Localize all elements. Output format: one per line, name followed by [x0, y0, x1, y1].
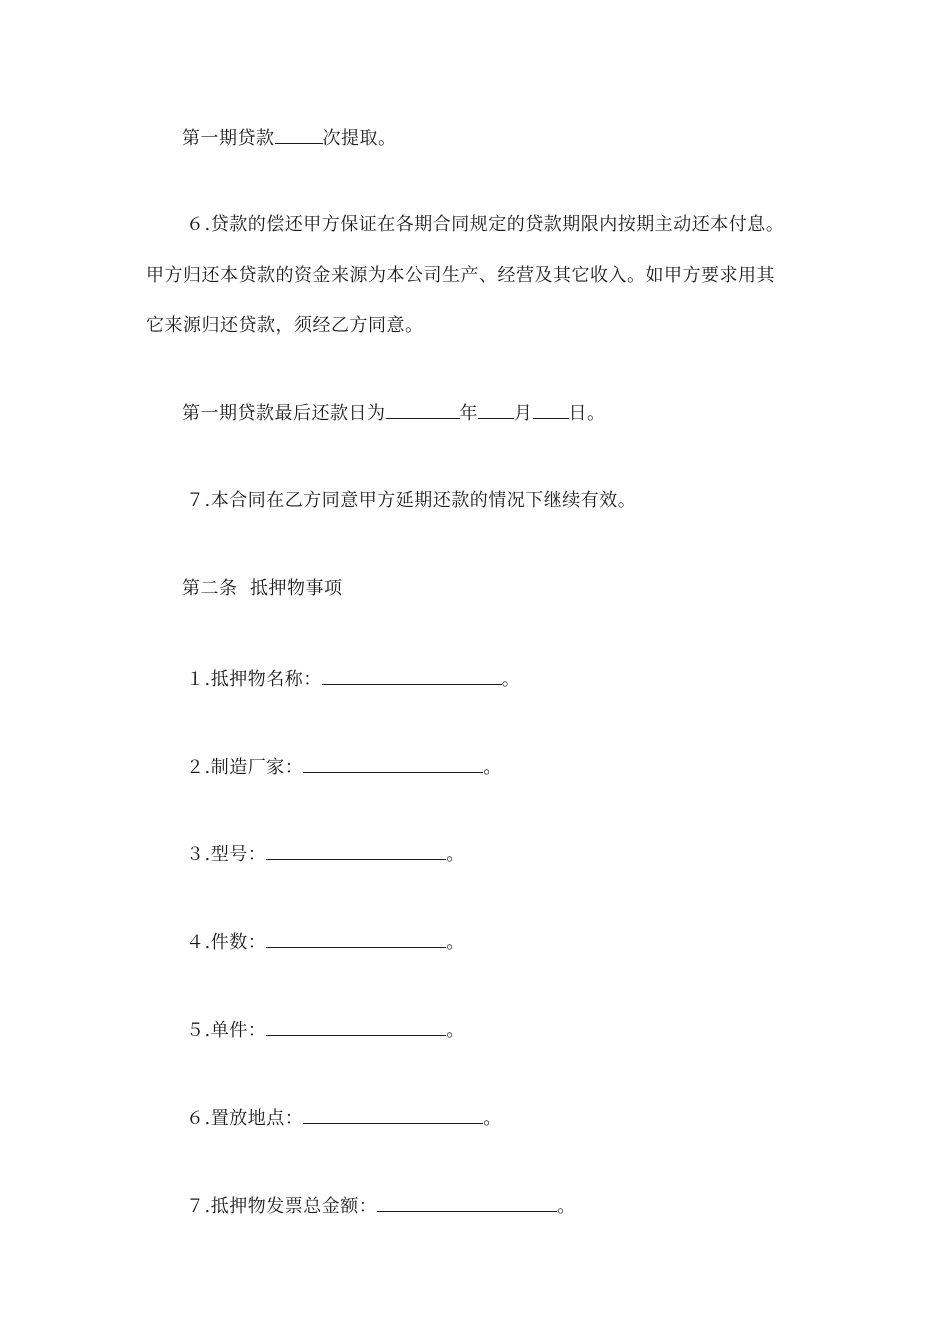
year-label: 年: [459, 403, 478, 424]
collateral-end: 。: [446, 1020, 465, 1041]
invoice-total-blank[interactable]: [377, 1194, 557, 1212]
collateral-end: 。: [446, 932, 465, 953]
installment-draw-prefix: 第一期贷款: [182, 128, 275, 149]
repayment-line-2: 甲方归还本贷款的资金来源为本公司生产、经营及其它收入。如甲方要求用其: [146, 265, 775, 286]
year-blank[interactable]: [386, 401, 460, 419]
collateral-label: ５.单件：: [186, 1020, 267, 1041]
collateral-name-blank[interactable]: [322, 667, 502, 685]
month-blank[interactable]: [478, 401, 514, 419]
collateral-label: ３.型号：: [186, 844, 267, 865]
collateral-item: [186, 930, 465, 955]
day-blank[interactable]: [533, 401, 569, 419]
collateral-end: 。: [483, 757, 502, 778]
unit-blank[interactable]: [266, 1018, 446, 1036]
collateral-item: [186, 842, 465, 867]
collateral-label: ７.抵押物发票总金额：: [186, 1196, 378, 1217]
quantity-blank[interactable]: [266, 930, 446, 948]
collateral-label: ４.件数：: [186, 932, 267, 953]
collateral-label: ６.置放地点：: [186, 1108, 304, 1129]
installment-draw-suffix: 次提取。: [322, 128, 397, 149]
collateral-label: ２.制造厂家：: [186, 757, 304, 778]
collateral-item: [186, 667, 520, 692]
last-repayment-line: [182, 401, 606, 426]
collateral-end: 。: [483, 1108, 502, 1129]
repayment-line-3: 它来源归还贷款，须经乙方同意。: [146, 315, 424, 336]
extension-clause: ７.本合同在乙方同意甲方延期还款的情况下继续有效。: [186, 490, 637, 511]
collateral-item: [186, 1194, 576, 1219]
model-blank[interactable]: [266, 842, 446, 860]
location-blank[interactable]: [303, 1106, 483, 1124]
collateral-item: [186, 755, 502, 780]
draw-count-blank[interactable]: [275, 126, 323, 144]
collateral-end: 。: [557, 1196, 576, 1217]
collateral-end: 。: [501, 669, 521, 690]
collateral-item: [186, 1018, 465, 1043]
day-label: 日。: [568, 403, 606, 424]
manufacturer-blank[interactable]: [303, 755, 483, 773]
installment-draw-line: [182, 126, 397, 151]
section-2-title: 第二条 抵押物事项: [182, 578, 343, 599]
collateral-item: [186, 1106, 502, 1131]
collateral-label: １.抵押物名称：: [186, 669, 322, 690]
collateral-end: 。: [446, 844, 465, 865]
repayment-line-1: ６.贷款的偿还甲方保证在各期合同规定的贷款期限内按期主动还本付息。: [186, 214, 785, 235]
last-repayment-prefix: 第一期贷款最后还款日为: [182, 403, 386, 424]
month-label: 月: [514, 403, 533, 424]
